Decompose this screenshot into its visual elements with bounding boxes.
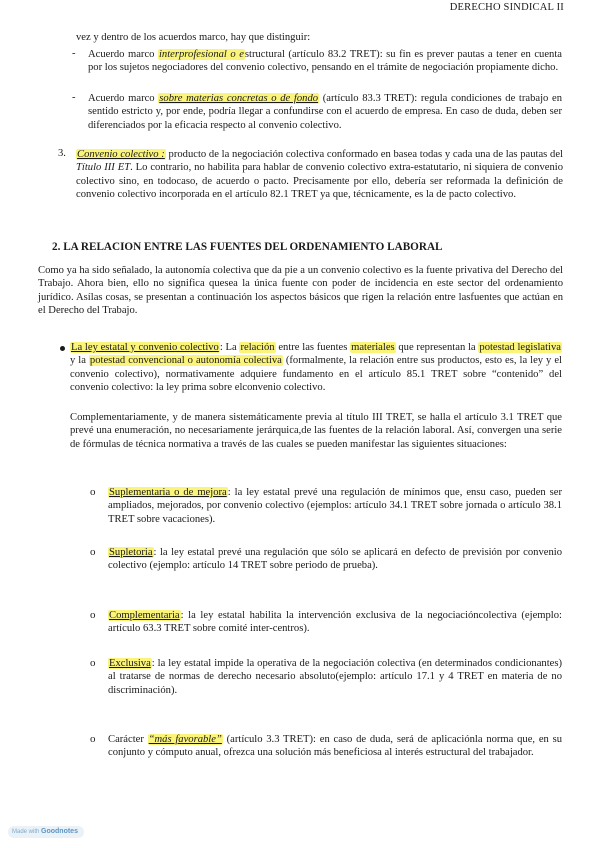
highlight: potestad convencional o autonomía colectiva xyxy=(89,355,282,367)
numbered-item: Convenio colectivo : producto de la negociación colectiva conformado en basea todas y cada una de las pautas del Título III ET. Lo contrario, no habilita para hablar de convenio colectivo extra-estatutario, ni siquiera de convenio colectivo sino, en todocaso, de acuerdo o pacto. Precisamente por ello, debería ser reformada la definición de convenio colectivo incorporada en el artículo 82.1 TRET ya que, técnicamente, es la de pacto colectivo. xyxy=(76,149,563,200)
dash-item: Acuerdo marco sobre materias concretas o de fondo (artículo 83.3 TRET): regula condiciones de trabajo en sentido estricto y, por ende, podría llegar a confundirse con el acuerdo de empresa. En caso de duda, deben ser diferenciados por la eficacia respecto al convenio colectivo. xyxy=(88,93,563,131)
highlight: potestad legislativa xyxy=(479,342,561,353)
bullet-icon xyxy=(60,346,65,351)
highlight: La ley estatal y convenio colectivo xyxy=(71,342,219,353)
highlight: Exclusiva xyxy=(109,658,151,669)
highlight: relación xyxy=(240,342,275,353)
highlight: interprofesional o e xyxy=(158,49,244,60)
section-heading: 2. LA RELACION ENTRE LAS FUENTES DEL ORDENAMIENTO LABORAL xyxy=(52,241,443,253)
situation-item: Exclusiva: la ley estatal impide la operativa de la negociación colectiva (en determinados condicionantes) al tratarse de normas de derecho necesario absoluto(ejemplo: artículo 17.1 y 4 TRET en materia de no discriminación). xyxy=(108,658,562,696)
highlight: “más favorable” xyxy=(148,734,222,745)
highlight: sobre materias concretas o de fondo xyxy=(159,93,319,104)
dash-marker: - xyxy=(72,48,76,59)
circle-bullet-icon: o xyxy=(90,609,96,621)
situation-item: Carácter “más favorable” (artículo 3.3 TRET): en caso de duda, será de aplicaciónla norma que, en su conjunto y cómputo anual, ofrezca una solución más beneficiosa al interés estructural del trabajador. xyxy=(108,734,563,759)
highlight: Suplementaria o de mejora xyxy=(109,487,227,498)
intro-line: vez y dentro de los acuerdos marco, hay que distinguir: xyxy=(76,32,311,43)
main-bullet: La ley estatal y convenio colectivo: La relación entre las fuentes materiales que representan la potestad legislativa y la potestad convencional o autonomía colectiva (formalmente, la relación entre sus productos, esto es, la ley y el convenio colectivo), normativamente adquiere fundamento en el artículo 85.1 TRET sobre “contenido” del convenio colectivo: la ley prima sobre elconvenio colectivo. xyxy=(70,342,562,393)
situation-item: Suplementaria o de mejora: la ley estatal prevé una regulación de mínimos que, ensu caso, pueden ser ampliados, mejorados, por convenio colectivo (ejemplos: artículo 34.1 TRET sobre jornada o artículo 38.1 TRET sobre vacaciones). xyxy=(108,487,562,525)
page-header: DERECHO SINDICAL II xyxy=(449,2,564,13)
number-marker: 3. xyxy=(58,148,66,159)
circle-bullet-icon: o xyxy=(90,733,96,745)
highlight: Complementaria xyxy=(109,610,180,621)
circle-bullet-icon: o xyxy=(90,486,96,498)
dash-item: Acuerdo marco interprofesional o estructural (artículo 83.2 TRET): su fin es prever pautas a tener en cuenta por los sujetos negociadores del convenio colectivo, pensando en el trámite de negociación propiamente dicho. xyxy=(88,49,562,74)
circle-bullet-icon: o xyxy=(90,657,96,669)
highlight: materiales xyxy=(351,342,395,353)
circle-bullet-icon: o xyxy=(90,546,96,558)
section-intro: Como ya ha sido señalado, la autonomía colectiva que da pie a un convenio colectivo es la fuente privativa del Derecho del Trabajo. Ahora bien, ello no significa quesea la única fuente con poder de incidencia en este sector del ordenamiento jurídico. Asílas cosas, se presentan a continuación los aspectos básicos que rigen la relación entre lasfuentes que actúan en el Derecho del Trabajo. xyxy=(38,265,563,316)
situation-item: Supletoria: la ley estatal prevé una regulación que sólo se aplicará en defecto de previsión por convenio colectivo (ejemplo: artículo 14 TRET sobre periodo de prueba). xyxy=(108,547,562,572)
situation-item: Complementaria: la ley estatal habilita la intervención exclusiva de la negociacióncolectiva (ejemplo: artículo 63.3 TRET sobre comité inter-centros). xyxy=(108,610,562,635)
dash-marker: - xyxy=(72,92,76,103)
complement-paragraph: Complementariamente, y de manera sistemáticamente previa al título III TRET, se halla el artículo 3.1 TRET que prevé una enumeración, no necesariamente jerárquica,de las fuentes de la relación laboral. Así, convergen una serie de fórmulas de técnica normativa a través de las cuales se pueden manifestar las siguientes situaciones: xyxy=(70,412,562,450)
highlight: Convenio colectivo : xyxy=(77,149,165,160)
goodnotes-watermark: Made with Goodnotes xyxy=(8,826,84,838)
highlight: Supletoria xyxy=(109,547,153,558)
